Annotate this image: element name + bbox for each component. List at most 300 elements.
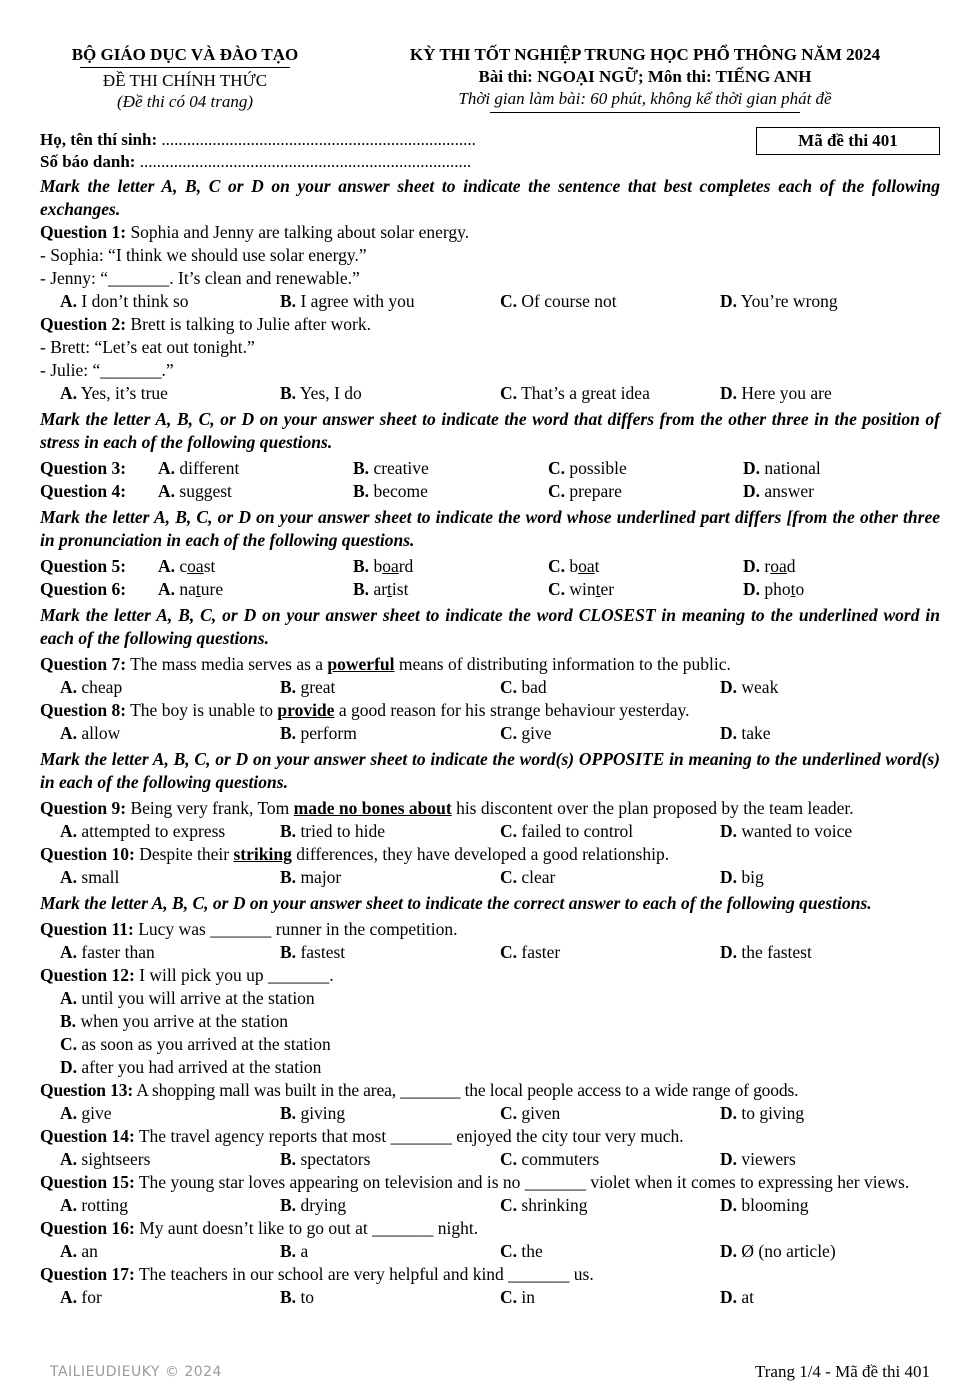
options — [40, 382, 940, 405]
option-c — [500, 1148, 720, 1171]
option-letter: D. — [720, 1103, 738, 1123]
page-count: (Đề thi có 04 trang) — [117, 92, 253, 111]
option-letter: B. — [280, 1195, 297, 1215]
option-b — [280, 1194, 500, 1217]
option-letter: D. — [720, 723, 738, 743]
option-text: major — [300, 867, 342, 887]
option-letter: D. — [743, 481, 761, 501]
question-label: Question 15: — [40, 1172, 135, 1192]
options — [40, 1286, 940, 1309]
option-d — [720, 290, 940, 313]
option-letter: A. — [60, 821, 78, 841]
option-text: cheap — [81, 677, 123, 697]
question-text: The teachers in our school are very helpful and kind _______ us. — [134, 1264, 594, 1284]
option-d — [720, 1240, 940, 1263]
question-6 — [40, 578, 940, 601]
question-13 — [40, 1079, 940, 1102]
question-text: A shopping mall was built in the area, _______ the local people access to a wide range of goods. — [133, 1080, 799, 1100]
options — [40, 1102, 940, 1125]
option-text: give — [521, 723, 552, 743]
option-letter: C. — [500, 291, 518, 311]
option-letter: A. — [60, 1287, 78, 1307]
option-letter: D. — [743, 579, 761, 599]
option-letter: C. — [548, 481, 566, 501]
option-letter: C. — [500, 821, 518, 841]
word-part: win — [569, 579, 596, 599]
question-label: Question 4: — [40, 481, 127, 501]
option-a — [60, 987, 508, 1010]
option-d — [720, 1286, 940, 1309]
option-text: prepare — [569, 481, 622, 501]
option-letter: A. — [158, 458, 176, 478]
option-letter: B. — [280, 723, 297, 743]
option-c — [500, 382, 720, 405]
option-d — [720, 676, 940, 699]
option-c — [500, 1240, 720, 1263]
exam-page — [40, 44, 940, 1309]
option-text: as soon as you arrived at the station — [81, 1034, 331, 1054]
exam-code-box: Mã đề thi 401 — [756, 127, 940, 155]
option-letter: C. — [500, 1195, 518, 1215]
options — [40, 676, 940, 699]
option-text: to — [300, 1287, 315, 1307]
option-letter: D. — [720, 1149, 738, 1169]
word-part: rd — [398, 556, 414, 576]
id-field: .............................................................................. — [135, 152, 472, 171]
option-letter: B. — [60, 1011, 77, 1031]
option-text: for — [81, 1287, 102, 1307]
word-part: pho — [764, 579, 791, 599]
option-letter: A. — [158, 579, 176, 599]
word-part: b — [373, 556, 383, 576]
option-letter: B. — [280, 867, 297, 887]
option-text: rotting — [81, 1195, 129, 1215]
question-text: The boy is unable to — [126, 700, 278, 720]
question-label: Question 12: — [40, 965, 135, 985]
options — [40, 987, 940, 1079]
option-b — [280, 676, 500, 699]
option-letter: C. — [500, 723, 518, 743]
exam-title: KỲ THI TỐT NGHIỆP TRUNG HỌC PHỔ THÔNG NĂM 2024 — [409, 45, 881, 64]
option-a — [60, 1240, 280, 1263]
underlined-part: t — [387, 579, 392, 599]
option-letter: C. — [500, 942, 518, 962]
option-b — [280, 1240, 500, 1263]
option-a — [60, 941, 280, 964]
option-letter: D. — [720, 291, 738, 311]
option-letter: A. — [60, 988, 78, 1008]
option-b — [353, 457, 548, 480]
option-text: national — [764, 458, 821, 478]
option-letter: B. — [280, 821, 297, 841]
option-b — [280, 866, 500, 889]
option-b — [60, 1010, 508, 1033]
underlined-word: made no bones about — [293, 798, 452, 818]
option-d — [743, 457, 938, 480]
option-a — [60, 676, 280, 699]
header-right — [350, 44, 940, 113]
underlined-part: oa — [578, 556, 595, 576]
option-letter: D. — [720, 1287, 738, 1307]
option-text: giving — [300, 1103, 346, 1123]
option-text: answer — [764, 481, 814, 501]
option-d — [720, 1194, 940, 1217]
question-14 — [40, 1125, 940, 1148]
option-letter: A. — [60, 677, 78, 697]
option-letter: D. — [60, 1057, 78, 1077]
option-b — [280, 290, 500, 313]
option-d — [720, 382, 940, 405]
question-label: Question 7: — [40, 654, 127, 674]
option-text: failed to control — [521, 821, 634, 841]
word-part: st — [203, 556, 216, 576]
question-text: his discontent over the plan proposed by the team leader. — [451, 798, 854, 818]
question-1 — [40, 221, 940, 244]
question-text: Being very frank, Tom — [126, 798, 294, 818]
question-text: My aunt doesn’t like to go out at _______ night. — [134, 1218, 479, 1238]
option-d — [743, 555, 938, 578]
option-c — [500, 820, 720, 843]
option-letter: B. — [280, 1103, 297, 1123]
option-text: commuters — [521, 1149, 600, 1169]
option-a — [60, 866, 280, 889]
word-part: ure — [200, 579, 224, 599]
option-a — [158, 480, 353, 503]
instruction: Mark the letter A, B, C, or D on your answer sheet to indicate the word that differs from the other three in the position of stress in each of the following questions. — [40, 409, 940, 452]
option-b — [353, 480, 548, 503]
option-letter: C. — [500, 383, 518, 403]
word-part: b — [569, 556, 579, 576]
option-letter: A. — [60, 383, 78, 403]
option-letter: A. — [158, 556, 176, 576]
option-d — [720, 1102, 940, 1125]
option-b — [280, 941, 500, 964]
option-letter: D. — [720, 677, 738, 697]
option-text: great — [300, 677, 336, 697]
question-label: Question 6: — [40, 579, 127, 599]
option-b — [280, 1102, 500, 1125]
question-label: Question 14: — [40, 1126, 135, 1146]
option-text: after you had arrived at the station — [81, 1057, 322, 1077]
question-label: Question 1: — [40, 222, 127, 242]
option-text: become — [373, 481, 428, 501]
option-letter: B. — [280, 677, 297, 697]
option-c — [500, 1286, 720, 1309]
option-letter: C. — [500, 677, 518, 697]
exam-header — [40, 44, 940, 113]
underlined-word: striking — [233, 844, 292, 864]
option-letter: B. — [353, 556, 370, 576]
underlined-part: oa — [770, 556, 787, 576]
watermark: TAILIEUDIEUKY © 2024 — [50, 1364, 222, 1380]
question-label: Question 17: — [40, 1264, 135, 1284]
name-label: Họ, tên thí sinh: — [40, 130, 158, 149]
option-letter: C. — [500, 1241, 518, 1261]
underlined-word: powerful — [327, 654, 395, 674]
option-letter: A. — [60, 867, 78, 887]
option-c — [500, 290, 720, 313]
dialogue-line: - Sophia: “I think we should use solar energy.” — [40, 245, 367, 265]
question-17 — [40, 1263, 940, 1286]
question-7 — [40, 653, 940, 676]
option-a — [158, 578, 353, 601]
question-label: Question 8: — [40, 700, 127, 720]
option-letter: C. — [548, 556, 566, 576]
question-label: Question 9: — [40, 798, 127, 818]
exam-subject: Bài thi: NGOẠI NGỮ; Môn thi: TIẾNG ANH — [478, 67, 812, 86]
option-letter: A. — [60, 1195, 78, 1215]
header-left — [40, 44, 330, 113]
option-c — [500, 1194, 720, 1217]
option-text: an — [81, 1241, 98, 1261]
name-field: .......................................................................... — [157, 130, 476, 149]
option-c — [500, 676, 720, 699]
question-text: differences, they have developed a good relationship. — [291, 844, 670, 864]
question-text: means of distributing information to the public. — [394, 654, 731, 674]
option-text: I don’t think so — [81, 291, 189, 311]
option-text: faster than — [81, 942, 155, 962]
option-letter: D. — [720, 1241, 738, 1261]
option-b — [280, 722, 500, 745]
instruction: Mark the letter A, B, C, or D on your answer sheet to indicate the word whose underlined part differs [from the other three in pronunciation in each of the following questions. — [40, 507, 940, 550]
question-11 — [40, 918, 940, 941]
option-letter: A. — [60, 1149, 78, 1169]
option-letter: A. — [60, 1103, 78, 1123]
underlined-part: t — [790, 579, 796, 599]
option-letter: C. — [500, 1103, 518, 1123]
question-4 — [40, 480, 940, 503]
question-9 — [40, 797, 940, 820]
option-text: until you will arrive at the station — [81, 988, 315, 1008]
option-a — [158, 555, 353, 578]
word-part: o — [795, 579, 805, 599]
option-letter: B. — [280, 291, 297, 311]
option-letter: B. — [353, 579, 370, 599]
option-text: different — [179, 458, 240, 478]
option-letter: D. — [720, 867, 738, 887]
option-d — [720, 866, 940, 889]
dialogue-line: - Jenny: “_______. It’s clean and renewable.” — [40, 268, 360, 288]
option-b — [280, 1286, 500, 1309]
option-letter: D. — [720, 383, 738, 403]
question-label: Question 5: — [40, 556, 127, 576]
underlined-part: t — [595, 579, 601, 599]
option-d — [60, 1056, 508, 1079]
word-part: c — [179, 556, 188, 576]
word-part: ar — [373, 579, 388, 599]
question-label: Question 3: — [40, 458, 127, 478]
divider — [490, 112, 800, 113]
question-3 — [40, 457, 940, 480]
option-text: the — [521, 1241, 543, 1261]
option-text: tried to hide — [300, 821, 385, 841]
question-text: a good reason for his strange behaviour yesterday. — [334, 700, 690, 720]
option-text: attempted to express — [81, 821, 226, 841]
option-text: Yes, I do — [299, 383, 362, 403]
underlined-word: provide — [277, 700, 335, 720]
instruction: Mark the letter A, B, C or D on your answer sheet to indicate the sentence that best completes each of the following exchanges. — [40, 176, 940, 219]
question-text: Brett is talking to Julie after work. — [126, 314, 372, 334]
option-c — [548, 457, 743, 480]
option-text: You’re wrong — [740, 291, 838, 311]
options — [40, 820, 940, 843]
option-a — [60, 1148, 280, 1171]
options — [40, 866, 940, 889]
official-label: ĐỀ THI CHÍNH THỨC — [102, 71, 268, 90]
option-text: Of course not — [521, 291, 617, 311]
options — [40, 722, 940, 745]
question-16 — [40, 1217, 940, 1240]
option-letter: C. — [60, 1034, 78, 1054]
word-part: d — [786, 556, 796, 576]
option-c — [548, 555, 743, 578]
option-letter: D. — [743, 458, 761, 478]
dialogue-line: - Julie: “_______.” — [40, 360, 174, 380]
option-a — [60, 1102, 280, 1125]
option-d — [743, 578, 938, 601]
option-a — [60, 722, 280, 745]
option-c — [500, 941, 720, 964]
option-a — [60, 382, 280, 405]
option-letter: A. — [60, 1241, 78, 1261]
option-text: viewers — [741, 1149, 796, 1169]
option-text: allow — [81, 723, 121, 743]
option-a — [60, 1286, 280, 1309]
option-d — [720, 1148, 940, 1171]
question-2 — [40, 313, 940, 336]
word-part: r — [764, 556, 771, 576]
option-text: possible — [569, 458, 627, 478]
option-text: creative — [373, 458, 429, 478]
option-text: when you arrive at the station — [80, 1011, 288, 1031]
exam-time: Thời gian làm bài: 60 phút, không kể thời gian phát đề — [458, 89, 832, 108]
option-d — [743, 480, 938, 503]
option-a — [158, 457, 353, 480]
question-label: Question 10: — [40, 844, 135, 864]
underlined-part: t — [195, 579, 201, 599]
option-text: fastest — [300, 942, 346, 962]
option-letter: C. — [500, 867, 518, 887]
option-text: suggest — [179, 481, 232, 501]
option-c — [500, 1102, 720, 1125]
option-b — [280, 1148, 500, 1171]
option-text: big — [741, 867, 764, 887]
option-text: weak — [741, 677, 779, 697]
option-text: perform — [300, 723, 357, 743]
option-text: Yes, it’s true — [80, 383, 168, 403]
option-text: faster — [521, 942, 561, 962]
question-10 — [40, 843, 940, 866]
option-text: That’s a great idea — [521, 383, 650, 403]
option-text: given — [521, 1103, 561, 1123]
option-letter: B. — [280, 1241, 297, 1261]
option-letter: B. — [353, 458, 370, 478]
word-part: er — [600, 579, 615, 599]
question-label: Question 16: — [40, 1218, 135, 1238]
word-part: na — [179, 579, 196, 599]
underlined-part: oa — [382, 556, 399, 576]
option-letter: D. — [720, 821, 738, 841]
question-label: Question 2: — [40, 314, 127, 334]
option-b — [280, 382, 500, 405]
option-text: to giving — [741, 1103, 805, 1123]
word-part: t — [594, 556, 600, 576]
option-text: spectators — [300, 1149, 371, 1169]
option-letter: C. — [548, 458, 566, 478]
option-letter: D. — [720, 942, 738, 962]
option-a — [60, 1194, 280, 1217]
option-letter: B. — [280, 1149, 297, 1169]
option-letter: D. — [743, 556, 761, 576]
option-a — [60, 290, 280, 313]
option-letter: C. — [548, 579, 566, 599]
option-text: sightseers — [81, 1149, 151, 1169]
question-8 — [40, 699, 940, 722]
word-part: ist — [391, 579, 409, 599]
option-text: take — [741, 723, 771, 743]
option-b — [353, 578, 548, 601]
option-text: at — [741, 1287, 755, 1307]
question-label: Question 13: — [40, 1080, 133, 1100]
option-text: a — [300, 1241, 309, 1261]
option-a — [60, 820, 280, 843]
id-label: Số báo danh: — [40, 152, 136, 171]
option-c — [500, 722, 720, 745]
option-letter: A. — [60, 291, 78, 311]
option-c — [548, 480, 743, 503]
option-text: small — [81, 867, 120, 887]
question-12 — [40, 964, 940, 987]
option-letter: A. — [158, 481, 176, 501]
question-text: The young star loves appearing on television and is no _______ violet when it comes to expressing her views. — [134, 1172, 910, 1192]
question-text: The mass media serves as a — [126, 654, 328, 674]
option-text: shrinking — [521, 1195, 588, 1215]
divider — [80, 67, 290, 68]
options — [40, 290, 940, 313]
option-text: clear — [521, 867, 556, 887]
page-footer: Trang 1/4 - Mã đề thi 401 — [754, 1362, 930, 1381]
option-letter: D. — [720, 1195, 738, 1215]
option-text: drying — [300, 1195, 347, 1215]
ministry-name: BỘ GIÁO DỤC VÀ ĐÀO TẠO — [71, 45, 299, 64]
option-d — [720, 941, 940, 964]
underlined-part: oa — [187, 556, 204, 576]
option-text: give — [81, 1103, 112, 1123]
instruction: Mark the letter A, B, C, or D on your answer sheet to indicate the word(s) OPPOSITE in meaning to the underlined word(s) in each of the following questions. — [40, 749, 940, 792]
options — [40, 1240, 940, 1263]
option-c — [500, 866, 720, 889]
option-letter: B. — [280, 942, 297, 962]
question-5 — [40, 555, 940, 578]
option-text: Here you are — [741, 383, 832, 403]
option-letter: A. — [60, 723, 78, 743]
question-text: The travel agency reports that most _______ enjoyed the city tour very much. — [134, 1126, 684, 1146]
option-text: bad — [521, 677, 547, 697]
option-text: the fastest — [741, 942, 812, 962]
option-letter: C. — [500, 1287, 518, 1307]
options — [40, 1194, 940, 1217]
option-d — [720, 820, 940, 843]
options — [40, 941, 940, 964]
option-d — [720, 722, 940, 745]
option-letter: B. — [280, 383, 297, 403]
option-text: in — [521, 1287, 536, 1307]
option-b — [280, 820, 500, 843]
candidate-info — [40, 129, 940, 175]
option-letter: A. — [60, 942, 78, 962]
question-label: Question 11: — [40, 919, 134, 939]
option-letter: B. — [353, 481, 370, 501]
